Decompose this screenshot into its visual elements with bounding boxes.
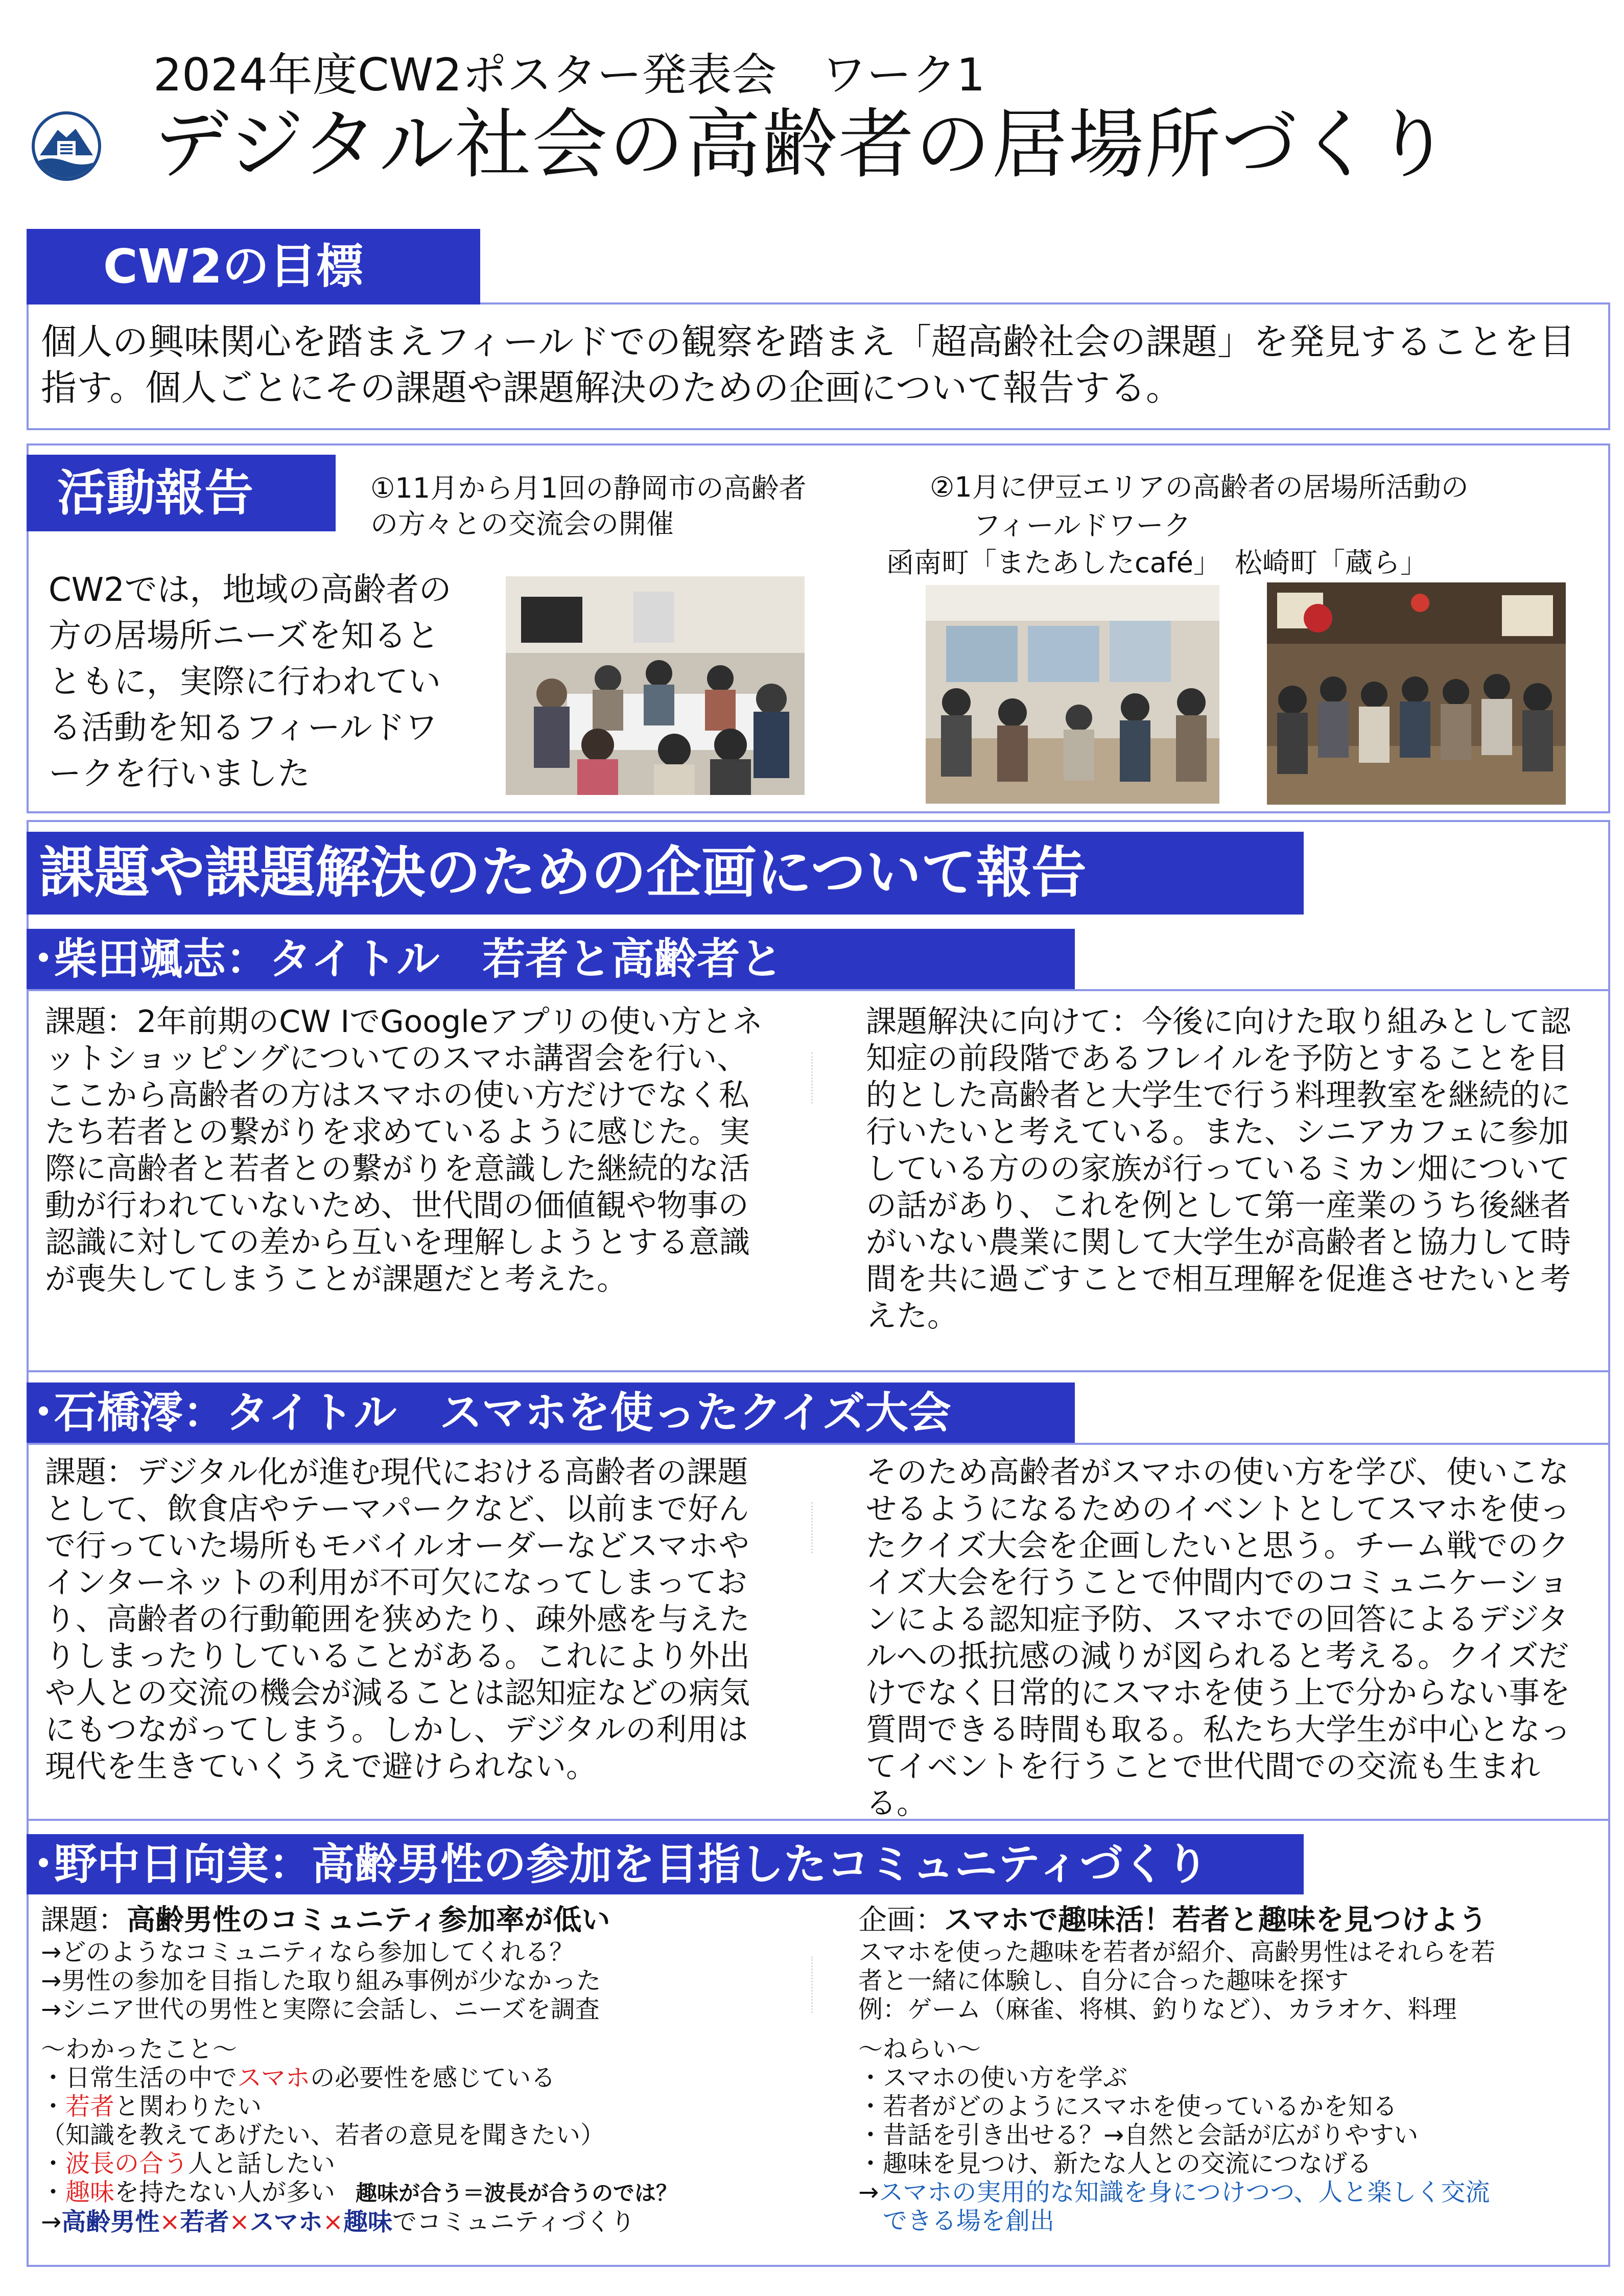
student1-divider (811, 1052, 813, 1104)
student2-issue-text: 課題：デジタル化が進む現代における高齢者の課題として、飲食店やテーマパークなど、以前まで好んで行っていた場所もモバイルオーダーなどスマホやインターネットの利用が不可欠になってしまっており、高齢者の行動範囲を狭めたり、疎外感を与えたりしまったりしていることがある。これにより外出や人との交流の機会が減ることは認知症などの病気にもつながってしまう。しかし、デジタルの利用は現代を生きていくうえで避けられない。 (45, 1455, 750, 1785)
issue-line-2: →男性の参加を目指した取り組み事例が少なかった (41, 1966, 601, 1995)
student3-right-column (858, 1903, 1594, 2235)
goal-heading: CW2の目標 (27, 229, 480, 304)
student3-heading: ･野中日向実：高齢男性の参加を目指したコミュニティづくり (27, 1834, 1304, 1894)
finding-3: ・波長の合う人と話したい (41, 2149, 336, 2178)
plan-bold: スマホで趣味活！若者と趣味を見つけよう (944, 1904, 1487, 1937)
student3-left-column (41, 1903, 838, 2236)
university-logo (32, 111, 101, 181)
issue-label: 課題： (41, 1904, 127, 1937)
photo-shizuoka-exchange (506, 576, 805, 795)
poster-subtitle: 2024年度CW2ポスター発表会 ワーク1 (153, 49, 985, 101)
plan-line-2: 者と一緒に体験し、自分に合った趣味を探す (858, 1966, 1349, 1995)
aim-2: ・若者がどのようにスマホを使っているかを知る (858, 2092, 1398, 2121)
conclusion-line: →高齢男性×若者×スマホ×趣味でコミュニティづくり (41, 2208, 636, 2236)
activity-caption-2-line-1: ②1月に伊豆エリアの高齢者の居場所活動の (930, 471, 1469, 503)
aim-3: ・昔話を引き出せる？→自然と会話が広がりやすい (858, 2121, 1419, 2149)
student2-heading: ･石橋澪：タイトル スマホを使ったクイズ大会 (27, 1383, 1075, 1443)
student1-heading: ･柴田颯志：タイトル 若者と高齢者と (27, 929, 1075, 989)
activity-caption-2-line-3: 函南町「またあしたcafé」 松崎町「蔵ら」 (886, 547, 1428, 579)
student3-plan-line (858, 1903, 1594, 1938)
finding-2: ・若者と関わりたい (41, 2092, 262, 2121)
plan-line-3: 例：ゲーム（麻雀、将棋、釣りなど）、カラオケ、料理 (858, 1995, 1457, 2024)
poster-title: デジタル社会の高齢者の居場所づくり (153, 101, 1452, 189)
finding-2-note: （知識を教えてあげたい、若者の意見を聞きたい） (41, 2121, 605, 2149)
aim-1: ・スマホの使い方を学ぶ (858, 2064, 1128, 2092)
aim-conclusion-cont: できる場を創出 (883, 2207, 1055, 2235)
student1-solution-text: 課題解決に向けて：今後に向けた取り組みとして認知症の前段階であるフレイルを予防とすることを目的とした高齢者と大学生で行う料理教室を継続的に行いたいと考えている。また、シニアカフェに参加している方のの家族が行っているミカン畑についての話があり、これを例として第一産業のうち後継者がいない農業に関して大学生が高齢者と協力して時間を共に過ごすことで相互理解を促進させたいと考えた。 (866, 1004, 1571, 1334)
goal-text: 個人の興味関心を踏まえフィールドでの観察を踏まえ「超高齢社会の課題」を発見することを目指す。個人ごとにその課題や課題解決のための企画について報告する。 (41, 321, 1575, 409)
student2-divider (811, 1502, 813, 1553)
student3-divider (811, 1957, 813, 2013)
issue-bold: 高齢男性のコミュニティ参加率が低い (127, 1904, 610, 1937)
student2-plan-text: そのため高齢者がスマホの使い方を学び、使いこなせるようになるためのイベントとしてスマホを使ったクイズ大会を企画したいと思う。チーム戦でのクイズ大会を行うことで仲間内でのコミュニケーションによる認知症予防、スマホでの回答によるデジタルへの抵抗感の減りが図られると考える。クイズだけでなく日常的にスマホを使う上で分からない事を質問できる時間も取る。私たち大学生が中心となってイベントを行うことで世代間での交流も生まれる。 (866, 1455, 1571, 1821)
activity-caption-1-line-1: ①11月から月1回の静岡市の高齢者 (370, 472, 807, 504)
finding-4: ・趣味を持たない人が多い 趣味が合う＝波長が合うのでは？ (41, 2178, 678, 2207)
activity-heading: 活動報告 (27, 455, 336, 531)
plan-line-1: スマホを使った趣味を若者が紹介、高齢男性はそれらを若 (858, 1938, 1496, 1966)
aim-conclusion: →スマホの実用的な知識を身につけつつ、人と楽しく交流 (858, 2178, 1490, 2207)
activity-intro: CW2では，地域の高齢者の方の居場所ニーズを知るとともに，実際に行われている活動を知るフィールドワークを行いました (49, 571, 452, 793)
activity-caption-1-line-2: の方々との交流会の開催 (370, 508, 674, 540)
photo-kannami-cafe (926, 585, 1219, 804)
student1-issue-text: 課題：2年前期のCW ⅠでGoogleアプリの使い方とネットショッピングについてのスマホ講習会を行い、ここから高齢者の方はスマホの使い方だけでなく私たち若者との繋がりを求めているように感じた。実際に高齢者と若者との繋がりを意識した継続的な活動が行われていないため、世代間の価値観や物事の認識に対しての差から互いを理解しようとする意識が喪失してしまうことが課題だと考えた。 (45, 1004, 763, 1297)
issue-line-3: →シニア世代の男性と実際に会話し、ニーズを調査 (41, 1995, 600, 2024)
findings-heading: ～わかったこと～ (41, 2035, 238, 2064)
report-heading: 課題や課題解決のための企画について報告 (27, 832, 1304, 915)
activity-caption-2-line-2: フィールドワーク (973, 509, 1191, 542)
photo-matsuzaki-kura (1267, 582, 1566, 805)
aim-4: ・趣味を見つけ、新たな人との交流につなげる (858, 2149, 1372, 2178)
issue-line-1: →どのようなコミュニティなら参加してくれる？ (41, 1938, 574, 1966)
aims-heading: ～ねらい～ (858, 2035, 981, 2064)
plan-label: 企画： (858, 1904, 944, 1937)
student3-issue-line (41, 1903, 838, 1938)
finding-1: ・日常生活の中でスマホの必要性を感じている (41, 2064, 556, 2092)
